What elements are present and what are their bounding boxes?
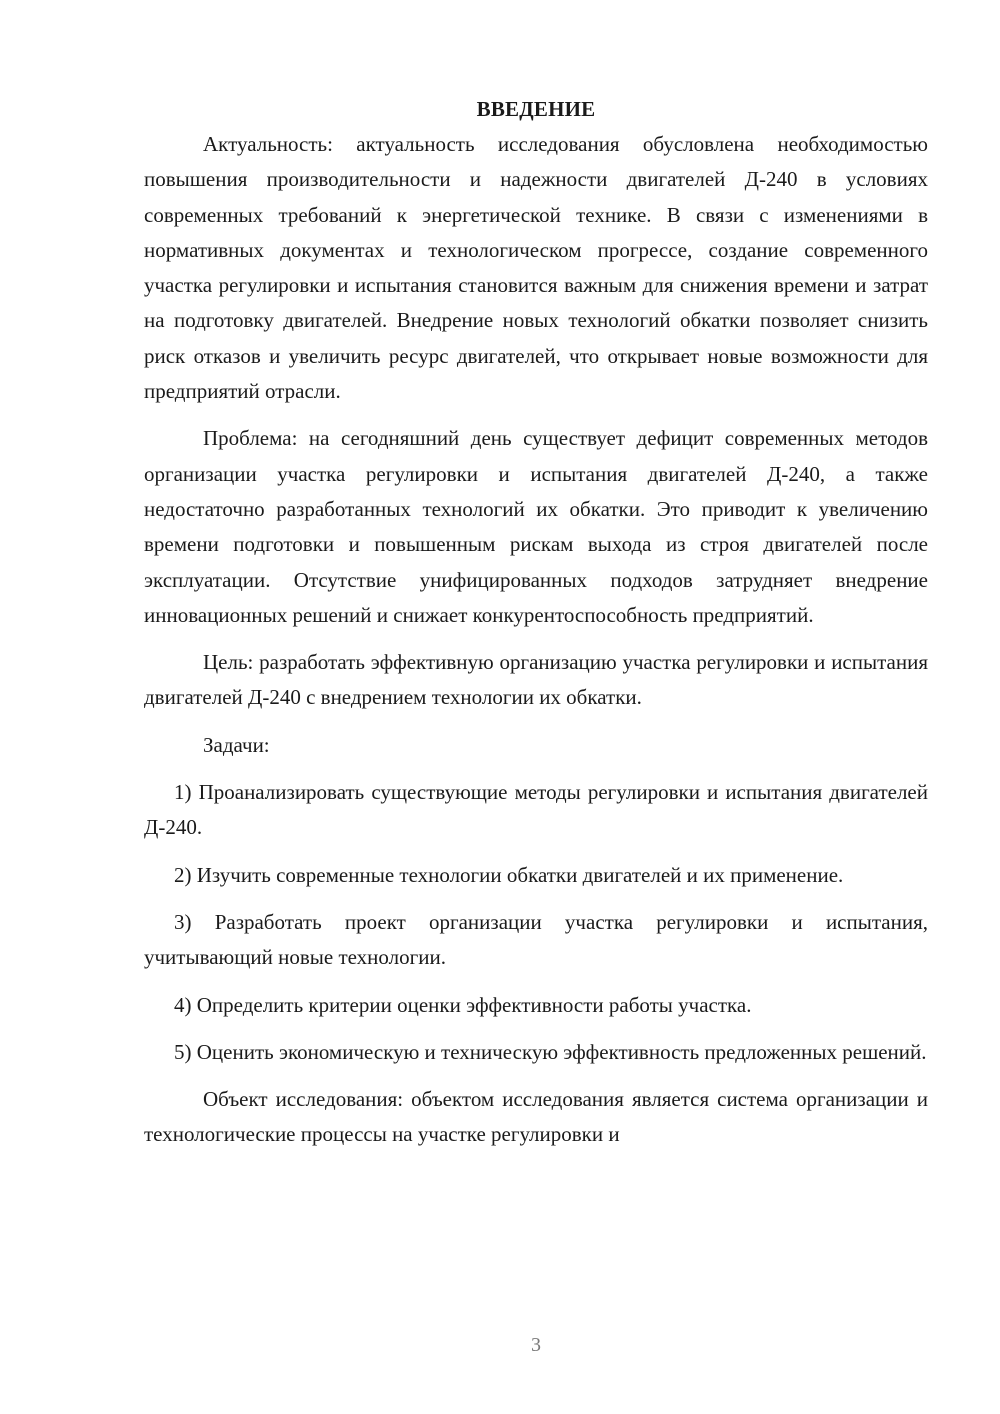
paragraph-relevance: Актуальность: актуальность исследования обусловлена необходимостью повышения производительности и надежности двигателей Д-240 в условиях современных требований к энергетической технике. В связи с изменениями в нормативных документах и технологическом прогрессе, создание современного участка регулировки и испытания становится важным для снижения времени и затрат на подготовку двигателей. Внедрение новых технологий обкатки позволяет снизить риск отказов и увеличить ресурс двигателей, что открывает новые возможности для предприятий отрасли. [144, 132, 928, 404]
task-item: 2) Изучить современные технологии обкатки двигателей и их применение. [174, 862, 844, 887]
task-item: 4) Определить критерии оценки эффективности работы участка. [174, 992, 752, 1017]
tasks-heading: Задачи: [203, 732, 270, 757]
task-item: 5) Оценить экономическую и техническую эффективность предложенных решений. [174, 1039, 927, 1064]
section-title: ВВЕДЕНИЕ [476, 97, 596, 121]
task-item: 1) Проанализировать существующие методы регулировки и испытания двигателей Д-240. [144, 780, 928, 840]
document-page [144, 92, 928, 1153]
page-number: 3 [531, 1334, 541, 1356]
paragraph-object: Объект исследования: объектом исследования является система организации и технологические процессы на участке регулировки и [144, 1087, 928, 1147]
paragraph-goal: Цель: разработать эффективную организацию участка регулировки и испытания двигателей Д-240 с внедрением технологии их обкатки. [144, 650, 928, 710]
paragraph-problem: Проблема: на сегодняшний день существует дефицит современных методов организации участка регулировки и испытания двигателей Д-240, а также недостаточно разработанных технологий их обкатки. Это приводит к увеличению времени подготовки и повышенным рискам выхода из строя двигателей после эксплуатации. Отсутствие унифицированных подходов затрудняет внедрение инновационных решений и снижает конкурентоспособность предприятий. [144, 426, 928, 627]
task-item: 3) Разработать проект организации участка регулировки и испытания, учитывающий новые технологии. [144, 909, 928, 970]
